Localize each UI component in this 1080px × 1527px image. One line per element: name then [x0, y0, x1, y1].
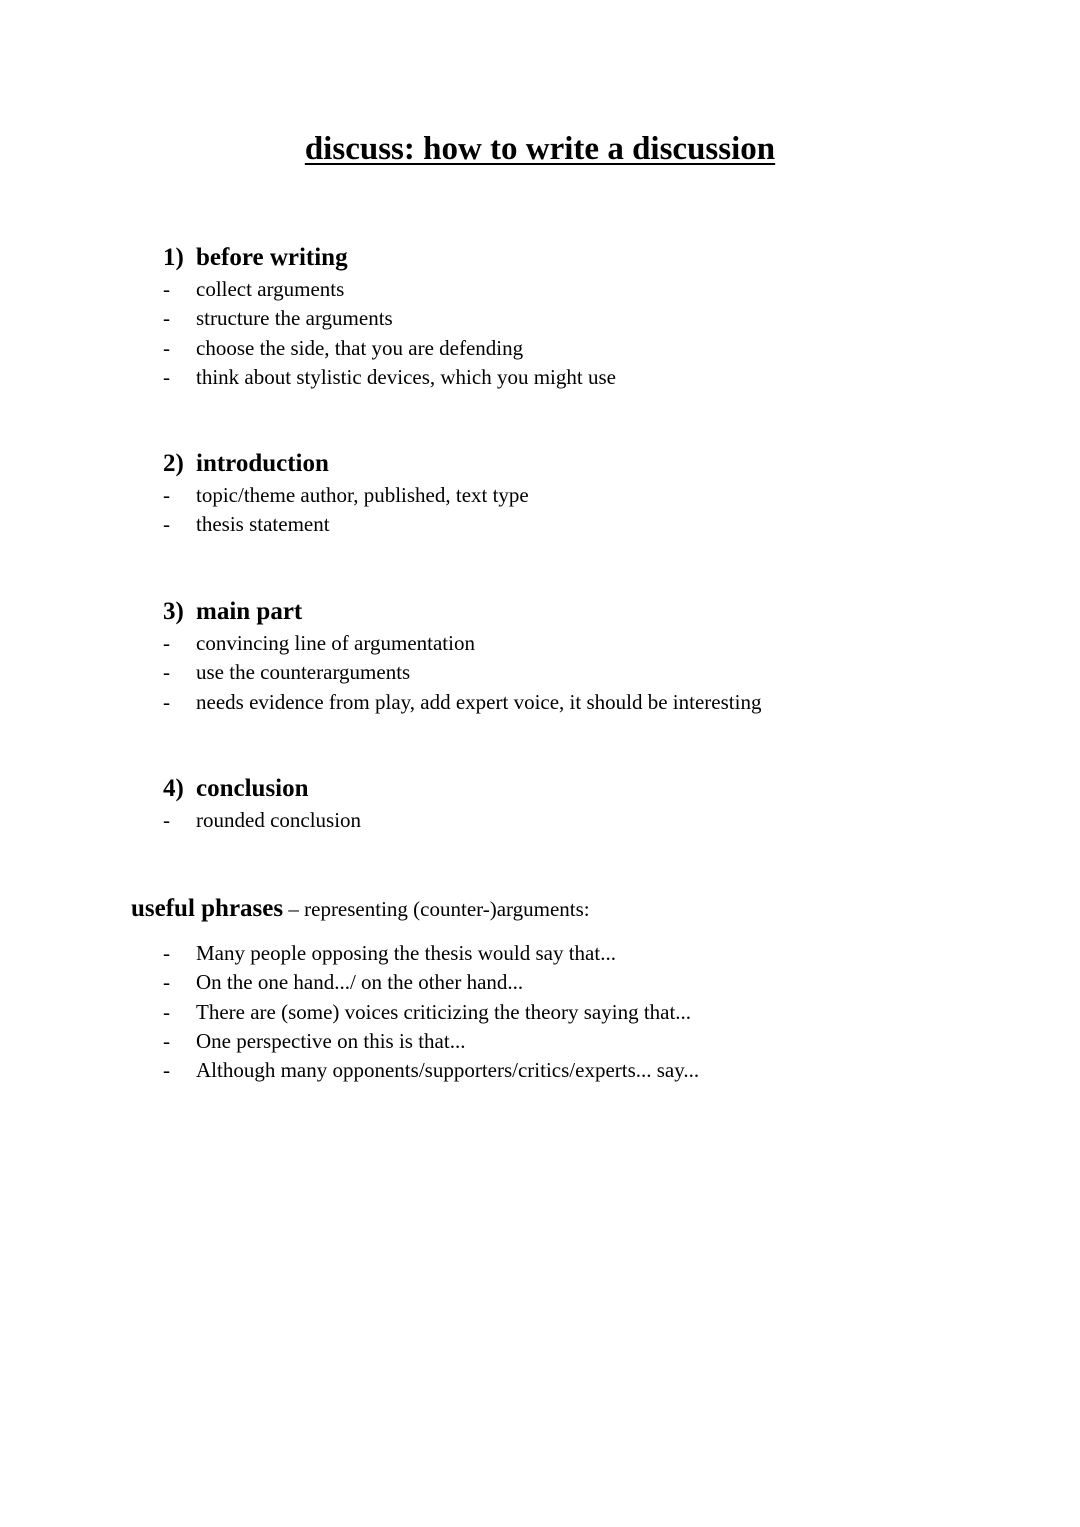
- section-before-writing: [0, 241, 1080, 392]
- list-item: [0, 806, 1080, 835]
- section-number: 4): [163, 775, 184, 802]
- useful-phrases-title: useful phrases: [131, 895, 284, 922]
- bullet-dash: -: [163, 512, 170, 537]
- section-heading: [0, 772, 1080, 806]
- useful-phrases-list: [0, 939, 1080, 1085]
- useful-phrases-subtitle: – representing (counter-)arguments:: [283, 897, 590, 921]
- section-number: 2): [163, 450, 184, 477]
- bullet-dash: -: [163, 277, 170, 301]
- list-item-text: topic/theme author, published, text type: [196, 483, 529, 507]
- section-conclusion: [0, 772, 1080, 835]
- list-item-text: use the counterarguments: [196, 660, 411, 685]
- list-item-text: structure the arguments: [196, 306, 393, 331]
- list-item: [0, 510, 1080, 539]
- list-item-text: needs evidence from play, add expert voice, it should be interesting: [196, 689, 762, 714]
- list-item-text: On the one hand.../ on the other hand...: [196, 970, 524, 995]
- bullet-dash: -: [163, 689, 170, 714]
- list-item: [0, 968, 1080, 997]
- section-title: conclusion: [196, 775, 309, 802]
- section-main-part: [0, 595, 1080, 717]
- section-number: 3): [163, 598, 184, 625]
- bullet-dash: -: [163, 631, 170, 655]
- section-title: introduction: [196, 450, 329, 477]
- bullet-dash: -: [163, 1028, 170, 1053]
- section-heading: [0, 595, 1080, 629]
- bullet-dash: -: [163, 335, 170, 360]
- section-title: before writing: [196, 244, 348, 271]
- list-item: [0, 1056, 1080, 1085]
- bullet-dash: -: [163, 483, 170, 507]
- list-item: [0, 939, 1080, 968]
- list-item: [0, 304, 1080, 333]
- bullet-dash: -: [163, 660, 170, 685]
- list-item: [0, 688, 1080, 717]
- list-item-text: think about stylistic devices, which you might use: [196, 364, 616, 389]
- list-item-text: Although many opponents/supporters/critics/experts... say...: [196, 1058, 700, 1083]
- list-item: [0, 363, 1080, 392]
- section-heading: [0, 447, 1080, 481]
- list-item: [0, 481, 1080, 510]
- list-item-text: thesis statement: [196, 512, 330, 537]
- section-title: main part: [196, 598, 303, 625]
- bullet-dash: -: [163, 970, 170, 995]
- list-item-text: convincing line of argumentation: [196, 631, 475, 655]
- page-title: discuss: how to write a discussion: [304, 131, 776, 167]
- list-item: [0, 275, 1080, 304]
- list-item: [0, 334, 1080, 363]
- list-item-text: rounded conclusion: [196, 808, 362, 832]
- section-heading: [0, 241, 1080, 275]
- bullet-dash: -: [163, 306, 170, 331]
- list-item: [0, 629, 1080, 658]
- list-item: [0, 658, 1080, 687]
- bullet-dash: -: [163, 999, 170, 1024]
- bullet-dash: -: [163, 808, 170, 832]
- list-item-text: choose the side, that you are defending: [196, 335, 524, 360]
- bullet-dash: -: [163, 1058, 170, 1083]
- list-item-text: One perspective on this is that...: [196, 1028, 466, 1053]
- section-introduction: [0, 447, 1080, 540]
- list-item: [0, 1027, 1080, 1056]
- list-item: [0, 998, 1080, 1027]
- bullet-dash: -: [163, 941, 170, 965]
- section-number: 1): [163, 244, 184, 271]
- useful-phrases-heading: [131, 892, 590, 929]
- list-item-text: There are (some) voices criticizing the theory saying that...: [196, 999, 692, 1024]
- list-item-text: collect arguments: [196, 277, 345, 301]
- bullet-dash: -: [163, 364, 170, 389]
- list-item-text: Many people opposing the thesis would say that...: [196, 941, 616, 965]
